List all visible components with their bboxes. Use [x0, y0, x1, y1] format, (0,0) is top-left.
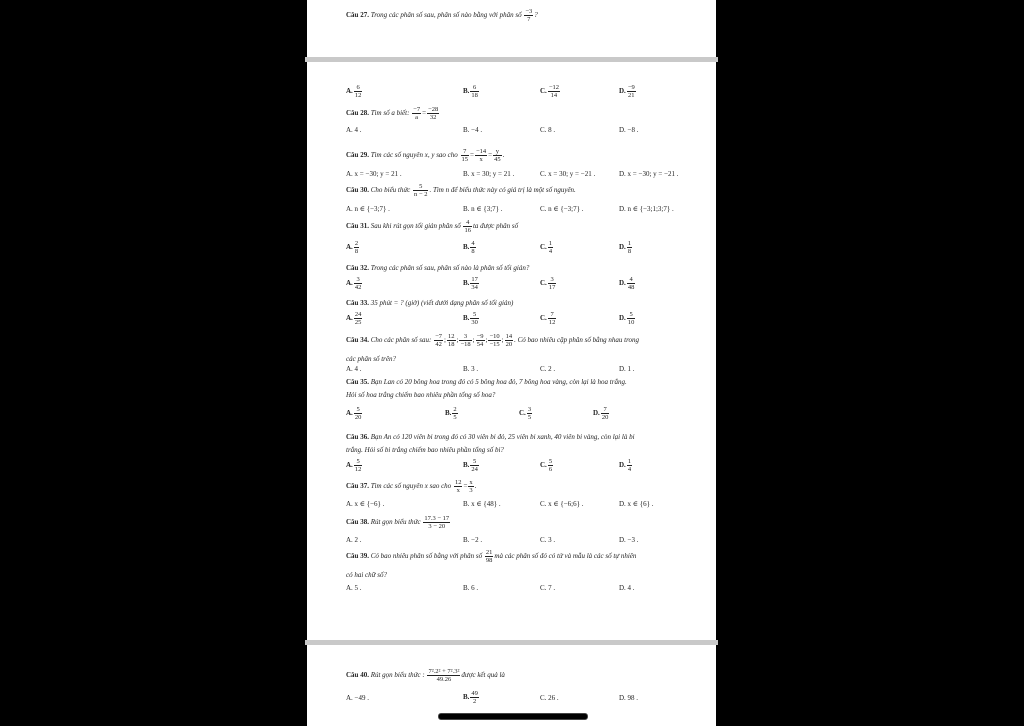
option-34b[interactable]: B. 3 . — [463, 365, 479, 373]
option-38d[interactable]: D. −3 . — [619, 536, 639, 544]
option-33a[interactable]: A. $\frac{24}{25}$ — [346, 311, 362, 326]
option-28c[interactable]: C. 8 . — [540, 126, 556, 134]
option-28d[interactable]: D. −8 . — [619, 126, 639, 134]
question-27: Câu 27. Trong các phân số sau, phân số nào bằng với phân số $\frac{-3}{7}$ ? — [346, 8, 538, 23]
option-40b[interactable]: B. $\frac{49}{2}$ — [463, 690, 478, 705]
option-31c[interactable]: C. $\frac{1}{4}$ — [540, 240, 553, 255]
question-36-line2: trắng. Hỏi số bi trắng chiếm bao nhiêu phần tổng số bi? — [346, 446, 504, 454]
option-39c[interactable]: C. 7 . — [540, 584, 556, 592]
option-32d[interactable]: D. $\frac{4}{48}$ — [619, 276, 635, 291]
home-indicator[interactable] — [438, 713, 588, 720]
option-33c[interactable]: C. $\frac{7}{12}$ — [540, 311, 556, 326]
option-33b[interactable]: B. $\frac{5}{30}$ — [463, 311, 478, 326]
option-28b[interactable]: B. −4 . — [463, 126, 483, 134]
option-30a[interactable]: A. n ∈ {−3;7} . — [346, 205, 390, 213]
option-34c[interactable]: C. 2 . — [540, 365, 556, 373]
option-30b[interactable]: B. n ∈ {3;7} . — [463, 205, 503, 213]
question-31: Câu 31. Sau khi rút gọn tối giản phân số $\frac{4}{16}$ ta được phân số — [346, 219, 519, 234]
option-28a[interactable]: A. 4 . — [346, 126, 362, 134]
option-34d[interactable]: D. 1 . — [619, 365, 635, 373]
option-39b[interactable]: B. 6 . — [463, 584, 479, 592]
question-30: Câu 30. Cho biểu thức $\frac{5}{n - 2}$ . Tìm n để biểu thức này có giá trị là một số nguyên. — [346, 183, 576, 198]
option-27d[interactable]: D. $\frac{-9}{21}$ — [619, 84, 635, 99]
option-38a[interactable]: A. 2 . — [346, 536, 362, 544]
option-29d[interactable]: D. x = −30; y = −21 . — [619, 170, 679, 178]
question-34: Câu 34. Cho các phân số sau: $\frac{-7}{42}$ ; $\frac{12}{18}$ ; $\frac{3}{-18}$ ; $\frac{-9}{54}$ ; $\frac{-10}{-15}$ ; $\frac{14}{20}$ . Có bao nhiêu cặp phân số bằng nhau trong — [346, 333, 640, 348]
option-32a[interactable]: A. $\frac{3}{42}$ — [346, 276, 362, 291]
option-30c[interactable]: C. n ∈ {−3;7} . — [540, 205, 584, 213]
option-33d[interactable]: D. $\frac{5}{10}$ — [619, 311, 635, 326]
option-29b[interactable]: B. x = 30; y = 21 . — [463, 170, 515, 178]
option-39d[interactable]: D. 4 . — [619, 584, 635, 592]
option-32b[interactable]: B. $\frac{17}{34}$ — [463, 276, 478, 291]
option-31d[interactable]: D. $\frac{1}{8}$ — [619, 240, 632, 255]
option-36c[interactable]: C. $\frac{5}{6}$ — [540, 458, 553, 473]
option-40d[interactable]: D. 98 . — [619, 694, 639, 702]
option-29a[interactable]: A. x = −30; y = 21 . — [346, 170, 402, 178]
option-40c[interactable]: C. 26 . — [540, 694, 559, 702]
question-35-line2: Hỏi số hoa trắng chiếm bao nhiêu phần tổng số hoa? — [346, 391, 496, 399]
option-38b[interactable]: B. −2 . — [463, 536, 483, 544]
option-35c[interactable]: C. $\frac{3}{5}$ — [519, 406, 532, 421]
option-27b[interactable]: B. $\frac{6}{18}$ — [463, 84, 478, 99]
question-35: Câu 35. Bạn Lan có 20 bông hoa trong đó có 5 bông hoa đỏ, 7 bông hoa vàng, còn lại là hoa trắng. — [346, 378, 627, 386]
question-34-line2: các phân số trên? — [346, 355, 396, 363]
option-31b[interactable]: B. $\frac{4}{8}$ — [463, 240, 475, 255]
option-31a[interactable]: A. $\frac{2}{8}$ — [346, 240, 359, 255]
option-37b[interactable]: B. x ∈ {48} . — [463, 500, 501, 508]
option-36d[interactable]: D. $\frac{1}{4}$ — [619, 458, 632, 473]
question-40: Câu 40. Rút gọn biểu thức : $\frac{\text{7².2² + 7².3²}}{49.26}$ được kết quả là — [346, 668, 505, 683]
question-37: Câu 37. Tìm các số nguyên x sao cho $\frac{12}{x}$ = $\frac{x}{3}$ . — [346, 479, 477, 494]
question-39: Câu 39. Có bao nhiêu phân số bằng với phân số $\frac{21}{98}$ mà các phân số đó có tử và mẫu là các số tự nhiên — [346, 549, 637, 564]
option-35a[interactable]: A. $\frac{5}{20}$ — [346, 406, 362, 421]
question-36: Câu 36. Bạn An có 120 viên bi trong đó có 30 viên bi đỏ, 25 viên bi xanh, 40 viên bi vàng, còn lại là bi — [346, 433, 635, 441]
question-39-line2: có hai chữ số? — [346, 571, 387, 579]
option-35b[interactable]: B. $\frac{2}{5}$ — [445, 406, 457, 421]
option-27c[interactable]: C. $\frac{-12}{14}$ — [540, 84, 559, 99]
option-37d[interactable]: D. x ∈ {6} . — [619, 500, 654, 508]
question-32: Câu 32. Trong các phân số sau, phân số nào là phân số tối giản? — [346, 264, 530, 272]
question-28: Câu 28. Tìm số a biết: $\frac{-7}{a}$ = $\frac{-28}{32}$ — [346, 106, 439, 121]
option-36b[interactable]: B. $\frac{5}{24}$ — [463, 458, 478, 473]
option-30d[interactable]: D. n ∈ {−3;1;3;7} . — [619, 205, 674, 213]
option-37c[interactable]: C. x ∈ {−6;6} . — [540, 500, 584, 508]
option-39a[interactable]: A. 5 . — [346, 584, 362, 592]
option-27a[interactable]: A. $\frac{6}{12}$ — [346, 84, 362, 99]
question-33: Câu 33. 35 phút = ? (giờ) (viết dưới dạng phân số tối giản) — [346, 299, 514, 307]
question-38: Câu 38. Rút gọn biểu thức $\frac{17.3 - 17}{3 - 20}$ — [346, 515, 450, 530]
option-40a[interactable]: A. −49 . — [346, 694, 370, 702]
option-37a[interactable]: A. x ∈ {−6} . — [346, 500, 385, 508]
option-34a[interactable]: A. 4 . — [346, 365, 362, 373]
question-29: Câu 29. Tìm các số nguyên x, y sao cho $\frac{7}{15}$ = $\frac{-14}{x}$ = $\frac{y}{45}$ . — [346, 148, 505, 163]
option-35d[interactable]: D. $\frac{7}{20}$ — [593, 406, 609, 421]
option-36a[interactable]: A. $\frac{5}{12}$ — [346, 458, 362, 473]
option-38c[interactable]: C. 3 . — [540, 536, 556, 544]
option-32c[interactable]: C. $\frac{3}{17}$ — [540, 276, 556, 291]
option-29c[interactable]: C. x = 30; y = −21 . — [540, 170, 596, 178]
